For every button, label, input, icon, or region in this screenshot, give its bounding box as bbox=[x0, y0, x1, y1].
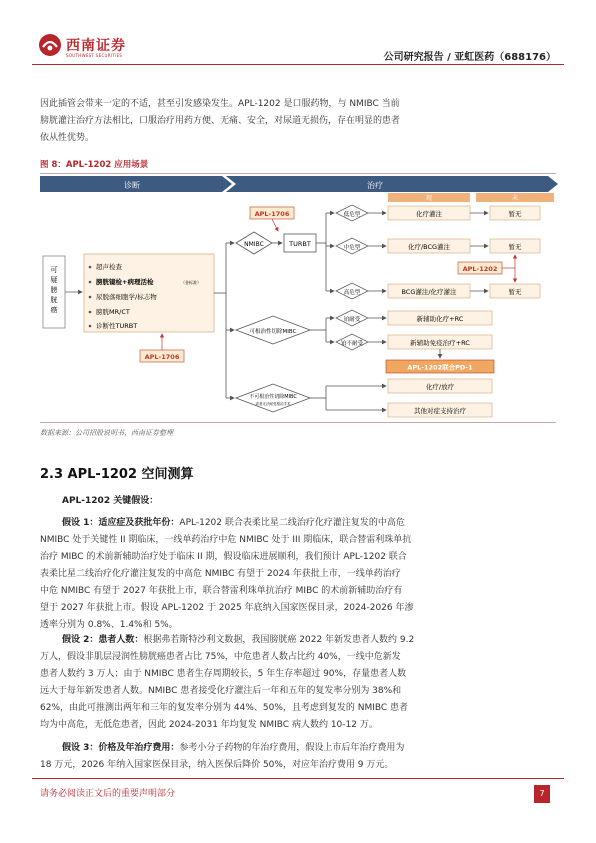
neo-immuno-label: 新辅助免疫治疗+RC bbox=[410, 339, 470, 347]
future-column-label: 未 bbox=[511, 195, 519, 202]
assumption-text: 根据弗若斯特沙利文数据，我国膀胱癌 2022 年新发患者人数约 9.2 bbox=[143, 635, 415, 645]
assumption-text: 表柔比星二线治疗化疗灌注复发的中高危 NMIBC 有望于 2024 年获批上市，一线单药治疗 bbox=[40, 569, 401, 579]
assumption-text: 患者人数约 3 万人；由于 NMIBC 患者生存周期较长，5 年生存率超过 90%，存量患者人数 bbox=[40, 669, 407, 679]
suspect-char: 癌 bbox=[50, 306, 58, 314]
assumption-text: NMIBC 处于关键性 II 期临床，一线单药治疗中危 NMIBC 处于 III 期临床，联合替雷利珠单抗 bbox=[40, 535, 412, 545]
logo-emblem-icon bbox=[38, 33, 62, 57]
suspect-char: 胱 bbox=[50, 296, 58, 304]
support-care-label: 其他对症支持治疗 bbox=[414, 407, 466, 415]
report-title: 公司研究报告 / 亚虹医药（688176） bbox=[383, 52, 556, 63]
assumption-text: 参考小分子药物的年治疗费用，假设上市后年治疗费用为 bbox=[179, 743, 405, 753]
exam-item: 诊断性TURBT bbox=[96, 322, 138, 330]
assumption-text: 望于 2027 年获批上市。假设 APL-1202 于 2025 年底纳入国家医保目录，2024-2026 年渗 bbox=[40, 603, 414, 613]
apl1202-pd1-label: APL-1202联合PD-1 bbox=[407, 363, 473, 372]
footer-divider bbox=[32, 778, 564, 779]
exam-item: 膀胱镜检+病理活检 bbox=[96, 278, 154, 286]
assumption-text: 18 万元，2026 年纳入国家医保目录，纳入医保后降价 50%，对应年治疗费用 9 万元。 bbox=[40, 760, 394, 770]
cis-intolerant-label: 铂不耐受 bbox=[340, 341, 364, 347]
assumption-text: 均为中高危，无低危患者，因此 2024-2031 年均复发 NMIBC 病人数约 10-12 万。 bbox=[40, 720, 378, 730]
treatment-label: 治疗 bbox=[367, 181, 383, 190]
resectable-mibc-label: 可根治性切除MIBC bbox=[249, 329, 297, 335]
tx-mid-label: 化疗/BCG灌注 bbox=[407, 243, 451, 251]
intro-line: 膀胱灌注治疗方法相比，口服治疗用药方便、无痛、安全，对尿道无损伤，存在明显的患者 bbox=[40, 116, 401, 126]
neo-chemo-label: 新辅助化疗+RC bbox=[416, 315, 464, 323]
assumption-3 bbox=[40, 740, 558, 774]
exam-item: 尿脱落细胞学/标志物 bbox=[96, 293, 157, 301]
section-title: 2.3 APL-1202 空间测算 bbox=[40, 467, 194, 482]
tx-low-label: 化疗灌注 bbox=[416, 210, 442, 218]
diagnosis-label: 诊断 bbox=[124, 181, 140, 190]
page-number: 7 bbox=[534, 785, 550, 803]
intro-line: 依从性优势。 bbox=[40, 133, 95, 143]
section-subtitle: APL-1202 关键假设： bbox=[62, 496, 159, 506]
treatment-banner bbox=[226, 176, 558, 192]
assumption-text: 治疗 MIBC 的术前新辅助治疗处于临床 II 期，假设临床进展顺利，我们预计 APL-1202 联合 bbox=[40, 552, 407, 562]
figure-source: 数据来源：公司招股说明书，西南证券整理 bbox=[40, 429, 173, 437]
assumption-text: 透率分别为 0.8%、1.4%和 5%。 bbox=[40, 620, 178, 630]
assumption-text: 中危 NMIBC 有望于 2027 年获批上市，联合替雷利珠单抗治疗 MIBC 的术前新辅助治疗有 bbox=[40, 586, 403, 596]
current-column-label: 现 bbox=[425, 195, 433, 202]
apl1202-label: APL-1202 bbox=[462, 265, 498, 273]
chemo-rt-label: 化疗/放疗 bbox=[425, 383, 455, 391]
tx-high-label: BCG灌注/化疗灌注 bbox=[401, 288, 457, 296]
assumption-text: APL-1202 联合表柔比星二线治疗化疗灌注复发的中高危 bbox=[179, 518, 405, 528]
assumption-text: 万人，假设非肌层浸润性膀胱癌患者占比 75%，中危患者人数占比约 40%，一线中危新发 bbox=[40, 652, 401, 662]
application-scenario-diagram bbox=[40, 176, 558, 418]
intro-paragraph bbox=[40, 96, 558, 147]
cis-tolerant-label: 铂耐受 bbox=[343, 317, 361, 323]
apl1706-label-bottom: APL-1706 bbox=[144, 353, 180, 361]
assumption-lead: 假设 1：适应症及获批年份： bbox=[62, 518, 180, 528]
turbt-label: TURBT bbox=[289, 240, 311, 248]
risk-low-label: 低危型 bbox=[343, 212, 361, 218]
risk-mid-label: 中危型 bbox=[343, 245, 361, 251]
suspect-char: 疑 bbox=[50, 276, 58, 284]
exam-item: 超声检查 bbox=[96, 263, 122, 271]
figure-title: 图 8：APL-1202 应用场景 bbox=[40, 160, 149, 170]
company-logo bbox=[38, 33, 138, 61]
assumption-text: 62%，由此可推测出两年和三年的复发率分别为 44%、50%，且考虑到复发的 NMIBC 患者 bbox=[40, 703, 409, 713]
apl1706-label-top: APL-1706 bbox=[254, 210, 290, 218]
exam-item: 膀胱MR/CT bbox=[96, 308, 130, 316]
future-high-label: 暂无 bbox=[508, 288, 522, 296]
exam-note: （金标准） bbox=[181, 280, 201, 285]
logo-subtitle: SOUTHWEST SECURITIES bbox=[66, 53, 123, 58]
suspect-char: 膀 bbox=[50, 286, 58, 294]
unresectable-mibc-label: 不可根治性切除MIBC bbox=[249, 394, 297, 400]
assumption-2 bbox=[40, 632, 558, 734]
figure-top-rule bbox=[40, 173, 556, 174]
figure-bottom-rule bbox=[40, 422, 556, 423]
risk-high-label: 高危型 bbox=[343, 290, 361, 296]
future-low-label: 暂无 bbox=[508, 210, 522, 218]
unresectable-mibc-note: 或者无法耐受根治手术 bbox=[255, 402, 291, 406]
future-mid-label: 暂无 bbox=[508, 243, 522, 251]
footer-disclaimer: 请务必阅读正文后的重要声明部分 bbox=[40, 789, 176, 799]
intro-line: 因此插管会带来一定的不适，甚至引发感染发生。APL-1202 是口服药物，与 NMIBC 当前 bbox=[40, 99, 400, 109]
suspect-char: 可 bbox=[50, 266, 58, 274]
assumption-lead: 假设 3：价格及年治疗费用： bbox=[62, 743, 180, 753]
assumption-text: 远大于每年新发患者人数。NMIBC 患者接受化疗灌注后一年和五年的复发率分别为 38%和 bbox=[40, 686, 402, 696]
logo-name: 西南证券 bbox=[66, 38, 126, 54]
header-divider bbox=[32, 64, 564, 65]
nmibc-label: NMIBC bbox=[244, 241, 264, 248]
assumption-lead: 假设 2：患者人数： bbox=[62, 635, 144, 645]
assumption-1 bbox=[40, 515, 558, 634]
